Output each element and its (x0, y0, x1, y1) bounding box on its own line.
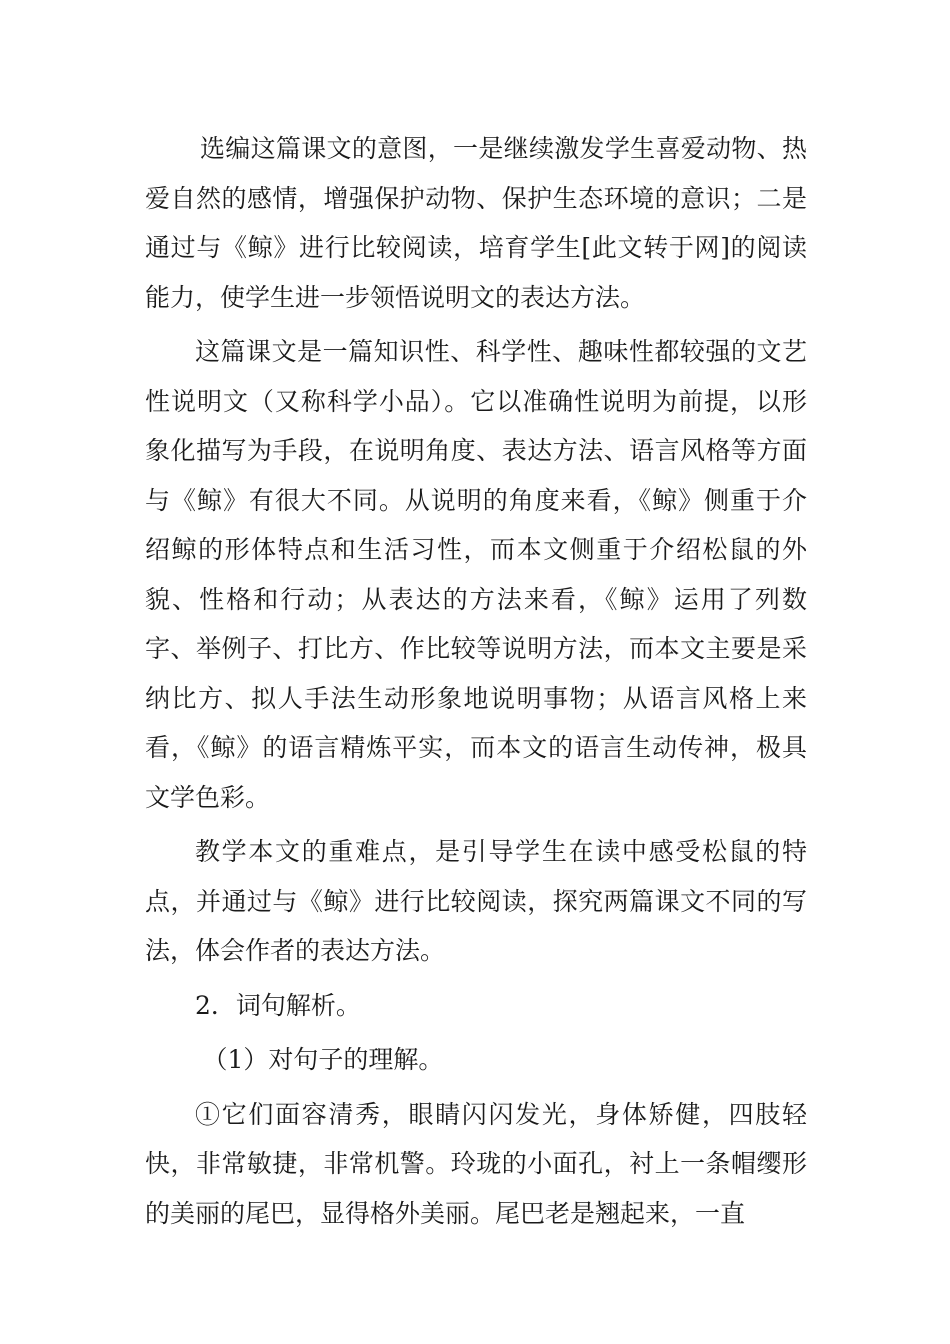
paragraph-intent: 选编这篇课文的意图，一是继续激发学生喜爱动物、热爱自然的感情，增强保护动物、保护生态环境的意识；二是通过与《鲸》进行比较阅读，培育学生[此文转于网]的阅读能力，使学生进一步领悟说明文的表达方法。 (145, 134, 807, 312)
paragraph-sentence-one: ①它们面容清秀，眼睛闪闪发光，身体矫健，四肢轻快，非常敏捷，非常机警。玲珑的小面孔，衬上一条帽缨形的美丽的尾巴，显得格外美丽。尾巴老是翘起来，一直 (145, 1099, 807, 1228)
paragraph-analysis: 这篇课文是一篇知识性、科学性、趣味性都较强的文艺性说明文（又称科学小品）。它以准确性说明为前提，以形象化描写为手段，在说明角度、表达方法、语言风格等方面与《鲸》有很大不同。从说明的角度来看，《鲸》侧重于介绍鲸的形体特点和生活习性，而本文侧重于介绍松鼠的外貌、性格和行动；从表达的方法来看，《鲸》运用了列数字、举例子、打比方、作比较等说明方法，而本文主要是采纳比方、拟人手法生动形象地说明事物；从语言风格上来看，《鲸》的语言精炼平实，而本文的语言生动传神，极具文学色彩。 (145, 337, 807, 812)
document-body (145, 124, 807, 1243)
subsection-heading-sentences: （1）对句子的理解。 (202, 1045, 444, 1074)
paragraph-key-points: 教学本文的重难点，是引导学生在读中感受松鼠的特点，并通过与《鲸》进行比较阅读，探究两篇课文不同的写法，体会作者的表达方法。 (145, 837, 807, 965)
section-heading-word-analysis: 2．词句解析。 (195, 990, 361, 1020)
